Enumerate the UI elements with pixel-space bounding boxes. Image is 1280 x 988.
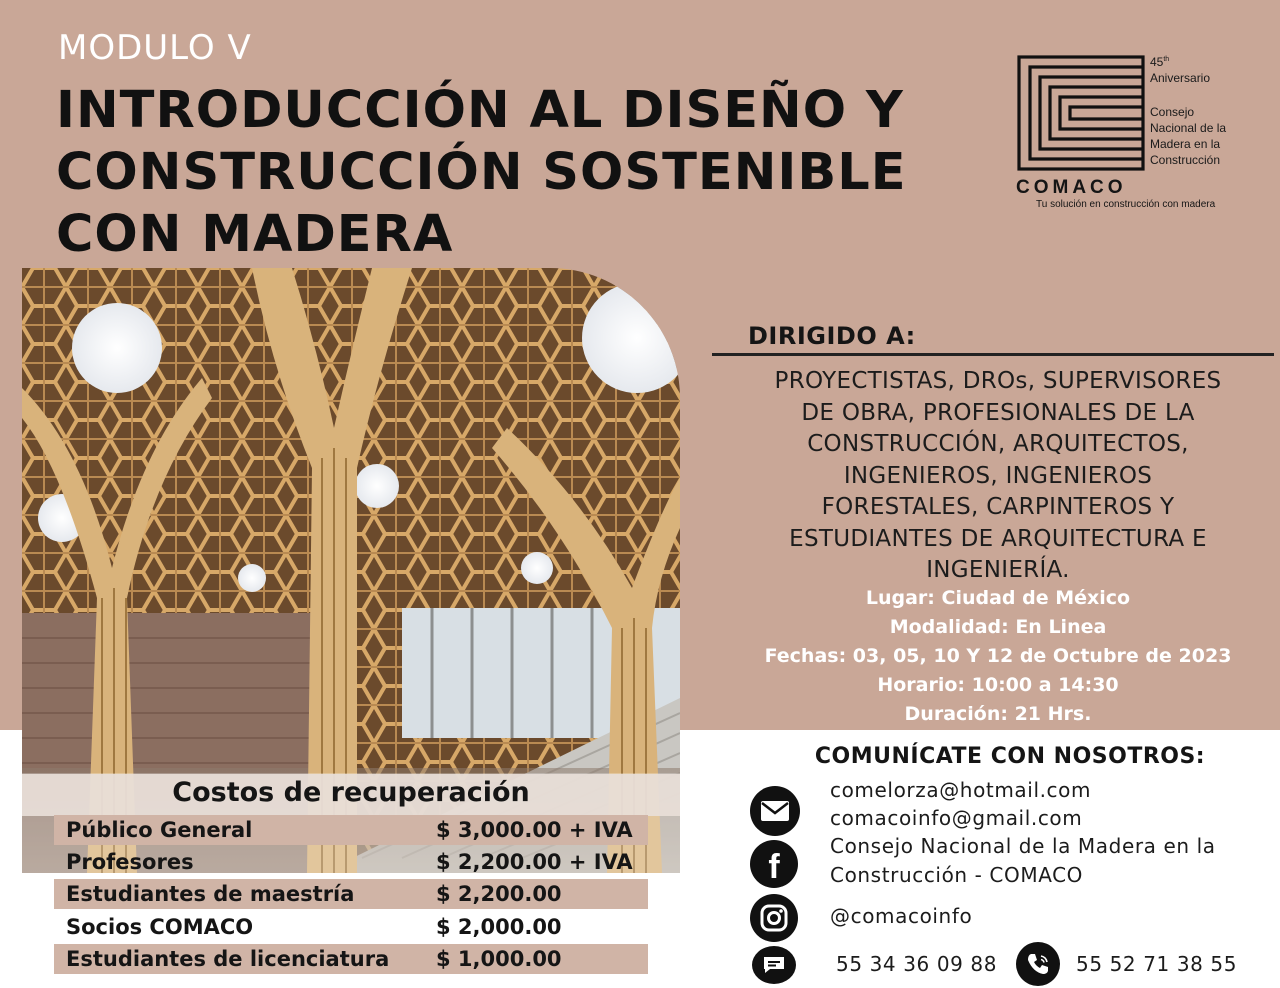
cost-price: $ 2,200.00 + IVA	[436, 850, 633, 874]
message-icon	[752, 946, 796, 984]
logo-org-line: Construcción	[1150, 153, 1221, 167]
cost-name: Público General	[66, 818, 253, 842]
contact-title: COMUNÍCATE CON NOSOTROS:	[814, 744, 1206, 769]
audience-label: DIRIGIDO A:	[748, 322, 916, 350]
cost-price: $ 2,000.00	[436, 915, 562, 939]
audience-divider	[712, 353, 1274, 356]
instagram-icon	[750, 894, 798, 942]
logo-tagline: Tu solución en construcción con madera	[1036, 199, 1216, 210]
costs-title: Costos de recuperación	[22, 774, 680, 816]
audience-line: ESTUDIANTES DE ARQUITECTURA E	[789, 525, 1207, 552]
facebook-icon: f	[750, 840, 798, 888]
email-link-2[interactable]: comacoinfo@gmail.com	[830, 806, 1083, 830]
cost-row	[54, 847, 648, 877]
logo-org-line: Nacional de la	[1150, 121, 1227, 135]
email-link-1[interactable]: comelorza@hotmail.com	[830, 778, 1092, 802]
comaco-logo	[1014, 50, 1254, 215]
anniversary-number: 45	[1150, 55, 1164, 69]
title-line: CON MADERA	[56, 205, 454, 264]
course-details	[720, 584, 1276, 729]
anniversary-suffix: th	[1163, 56, 1170, 63]
audience-line: CONSTRUCCIÓN, ARQUITECTOS,	[807, 431, 1189, 457]
facebook-link-line-2[interactable]: Construcción - COMACO	[830, 863, 1084, 887]
cost-price: $ 1,000.00	[436, 947, 562, 971]
cost-row	[54, 879, 648, 909]
detail-duration: Duración: 21 Hrs.	[904, 703, 1092, 725]
course-title	[56, 80, 976, 266]
logo-org-line: Consejo	[1150, 105, 1195, 119]
audience-line: FORESTALES, CARPINTEROS Y	[821, 494, 1175, 520]
cost-name: Profesores	[66, 850, 194, 874]
cost-price: $ 3,000.00 + IVA	[436, 818, 633, 842]
cost-row	[54, 944, 648, 974]
cost-name: Estudiantes de licenciatura	[66, 947, 390, 971]
facebook-link-line-1[interactable]: Consejo Nacional de la Madera en la	[830, 834, 1216, 858]
logo-org-line: Madera en la	[1150, 137, 1221, 151]
cost-name: Estudiantes de maestría	[66, 882, 355, 906]
cost-row	[54, 912, 648, 942]
phone-number-1[interactable]: 55 34 36 09 88	[836, 952, 998, 976]
title-line: CONSTRUCCIÓN SOSTENIBLE	[56, 143, 907, 202]
cost-name: Socios COMACO	[66, 915, 254, 939]
detail-location: Lugar: Ciudad de México	[865, 587, 1131, 609]
audience-line: DE OBRA, PROFESIONALES DE LA	[801, 399, 1195, 426]
logo-text	[1150, 52, 1226, 168]
phone-number-2[interactable]: 55 52 71 38 55	[1076, 952, 1238, 976]
audience-line: INGENIEROS, INGENIEROS	[843, 462, 1153, 489]
cost-row	[54, 815, 648, 845]
instagram-link[interactable]: @comacoinfo	[830, 904, 973, 928]
title-line: INTRODUCCIÓN AL DISEÑO Y	[56, 81, 904, 140]
anniversary-word: Aniversario	[1150, 71, 1211, 85]
mail-icon	[750, 786, 800, 836]
module-label: MODULO V	[58, 28, 252, 68]
logo-wordmark: COMACO	[1016, 177, 1127, 198]
audience-line: PROYECTISTAS, DROs, SUPERVISORES	[774, 368, 1222, 394]
detail-schedule: Horario: 10:00 a 14:30	[877, 674, 1119, 696]
phone-icon	[1016, 942, 1060, 986]
audience-line: INGENIERÍA.	[926, 557, 1070, 583]
detail-dates: Fechas: 03, 05, 10 Y 12 de Octubre de 2023	[764, 645, 1232, 667]
detail-modality: Modalidad: En Linea	[889, 616, 1107, 638]
audience-list	[720, 366, 1276, 587]
cost-price: $ 2,200.00	[436, 882, 562, 906]
comaco-logo-mark	[1016, 54, 1146, 172]
